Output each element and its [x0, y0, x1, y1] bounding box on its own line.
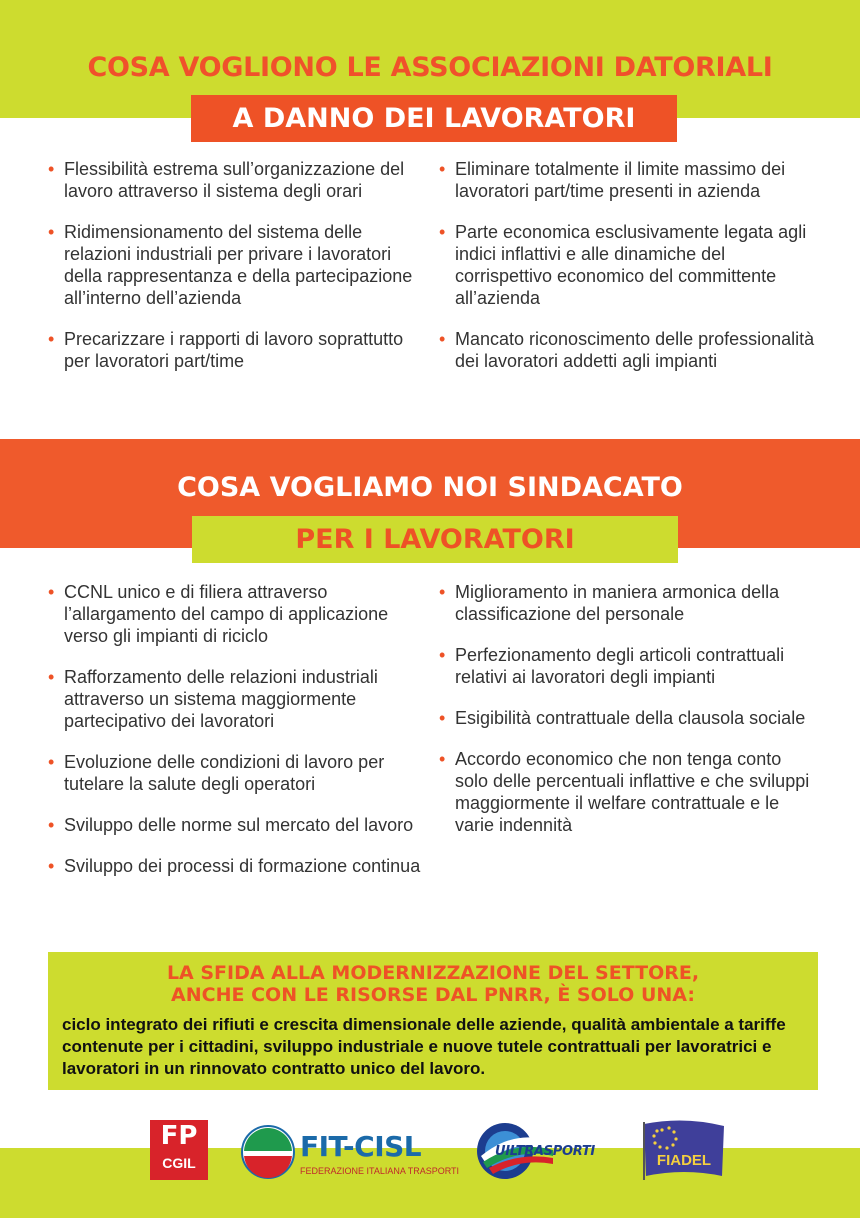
- list-item: • Mancato riconoscimento delle professionalità dei lavoratori addetti agli impianti: [439, 329, 815, 371]
- list-item: • Flessibilità estrema sull’organizzazione del lavoro attraverso il sistema degli orari: [48, 159, 405, 201]
- bullet-icon: •: [439, 582, 446, 602]
- bullet-icon: •: [439, 222, 446, 242]
- list-item: • Miglioramento in maniera armonica della classificazione del personale: [439, 582, 780, 624]
- fit-cisl-logo: [240, 1124, 460, 1180]
- uil-logo-text: UILTRASPORTI: [495, 1144, 595, 1159]
- list-item: • Evoluzione delle condizioni di lavoro per tutelare la salute degli operatori: [48, 752, 385, 794]
- closing-heading: [48, 962, 818, 1006]
- list-item: • Sviluppo dei processi di formazione continua: [48, 856, 421, 876]
- section1-left-list: [46, 158, 426, 391]
- bullet-icon: •: [48, 159, 55, 179]
- bullet-icon: •: [439, 329, 446, 349]
- list-item: • Accordo economico che non tenga conto solo delle percentuali inflattive e che sviluppi maggiormente il welfare contrattuale e le varie indennità: [439, 749, 810, 835]
- uiltrasporti-logo: [475, 1120, 625, 1182]
- list-item: • Parte economica esclusivamente legata agli indici inflattivi e alle dinamiche del corrispettivo economico del committente all’azienda: [439, 222, 807, 308]
- fp-cgil-logo: [150, 1120, 208, 1180]
- closing-heading-line2: ANCHE CON LE RISORSE DAL PNRR, È SOLO UNA:: [171, 984, 695, 1006]
- fiadel-logo: [640, 1118, 728, 1180]
- bullet-icon: •: [439, 708, 446, 728]
- bullet-icon: •: [48, 752, 55, 772]
- closing-body: ciclo integrato dei rifiuti e crescita dimensionale delle aziende, qualità ambientale a tariffe contenute per i cittadini, sviluppo industriale e nuove tutele contrattuali per lavoratrici e lavoratori in un rinnovato contratto unico del lavoro.: [62, 1015, 786, 1078]
- bullet-icon: •: [48, 667, 55, 687]
- list-item: • Rafforzamento delle relazioni industriali attraverso un sistema maggiormente partecipativo dei lavoratori: [48, 667, 378, 731]
- list-item: • Ridimensionamento del sistema delle relazioni industriali per privare i lavoratori della rappresentanza e della partecipazione all’interno dell’azienda: [48, 222, 413, 308]
- closing-heading-line1: LA SFIDA ALLA MODERNIZZAZIONE DEL SETTORE,: [166, 962, 700, 984]
- list-item: • Precarizzare i rapporti di lavoro soprattutto per lavoratori part/time: [48, 329, 404, 371]
- section2-title: COSA VOGLIAMO NOI SINDACATO: [177, 472, 683, 503]
- section1-title: COSA VOGLIONO LE ASSOCIAZIONI DATORIALI: [87, 52, 773, 83]
- bullet-icon: •: [48, 815, 55, 835]
- list-item: • CCNL unico e di filiera attraverso l’allargamento del campo di applicazione verso gli impianti di riciclo: [48, 582, 389, 646]
- bullet-icon: •: [48, 856, 55, 876]
- list-item: • Esigibilità contrattuale della clausola sociale: [439, 708, 806, 728]
- list-item: • Perfezionamento degli articoli contrattuali relativi ai lavoratori degli impianti: [439, 645, 785, 687]
- eu-flag-icon: [640, 1118, 728, 1180]
- cgil-logo-text: CGIL: [162, 1155, 196, 1171]
- section2-right-list: [437, 581, 817, 855]
- section1-subtitle: A DANNO DEI LAVORATORI: [191, 95, 677, 142]
- bullet-icon: •: [48, 582, 55, 602]
- bullet-icon: •: [439, 749, 446, 769]
- fiadel-logo-text: FIADEL: [656, 1152, 712, 1169]
- fp-logo-text: FP: [160, 1121, 198, 1151]
- list-item: • Sviluppo delle norme sul mercato del lavoro: [48, 815, 414, 835]
- cisl-emblem-icon: [240, 1124, 296, 1180]
- section1-right-list: [437, 158, 817, 391]
- bullet-icon: •: [48, 329, 55, 349]
- bullet-icon: •: [439, 159, 446, 179]
- closing-box: [48, 952, 818, 1090]
- bullet-icon: •: [439, 645, 446, 665]
- list-item: • Eliminare totalmente il limite massimo dei lavoratori part/time presenti in azienda: [439, 159, 786, 201]
- cisl-logo-subtitle: FEDERAZIONE ITALIANA TRASPORTI: [300, 1166, 460, 1176]
- cisl-logo-text: FIT-CISL: [300, 1130, 422, 1163]
- bullet-icon: •: [48, 222, 55, 242]
- section2-left-list: [46, 581, 426, 896]
- section2-subtitle: PER I LAVORATORI: [192, 516, 678, 563]
